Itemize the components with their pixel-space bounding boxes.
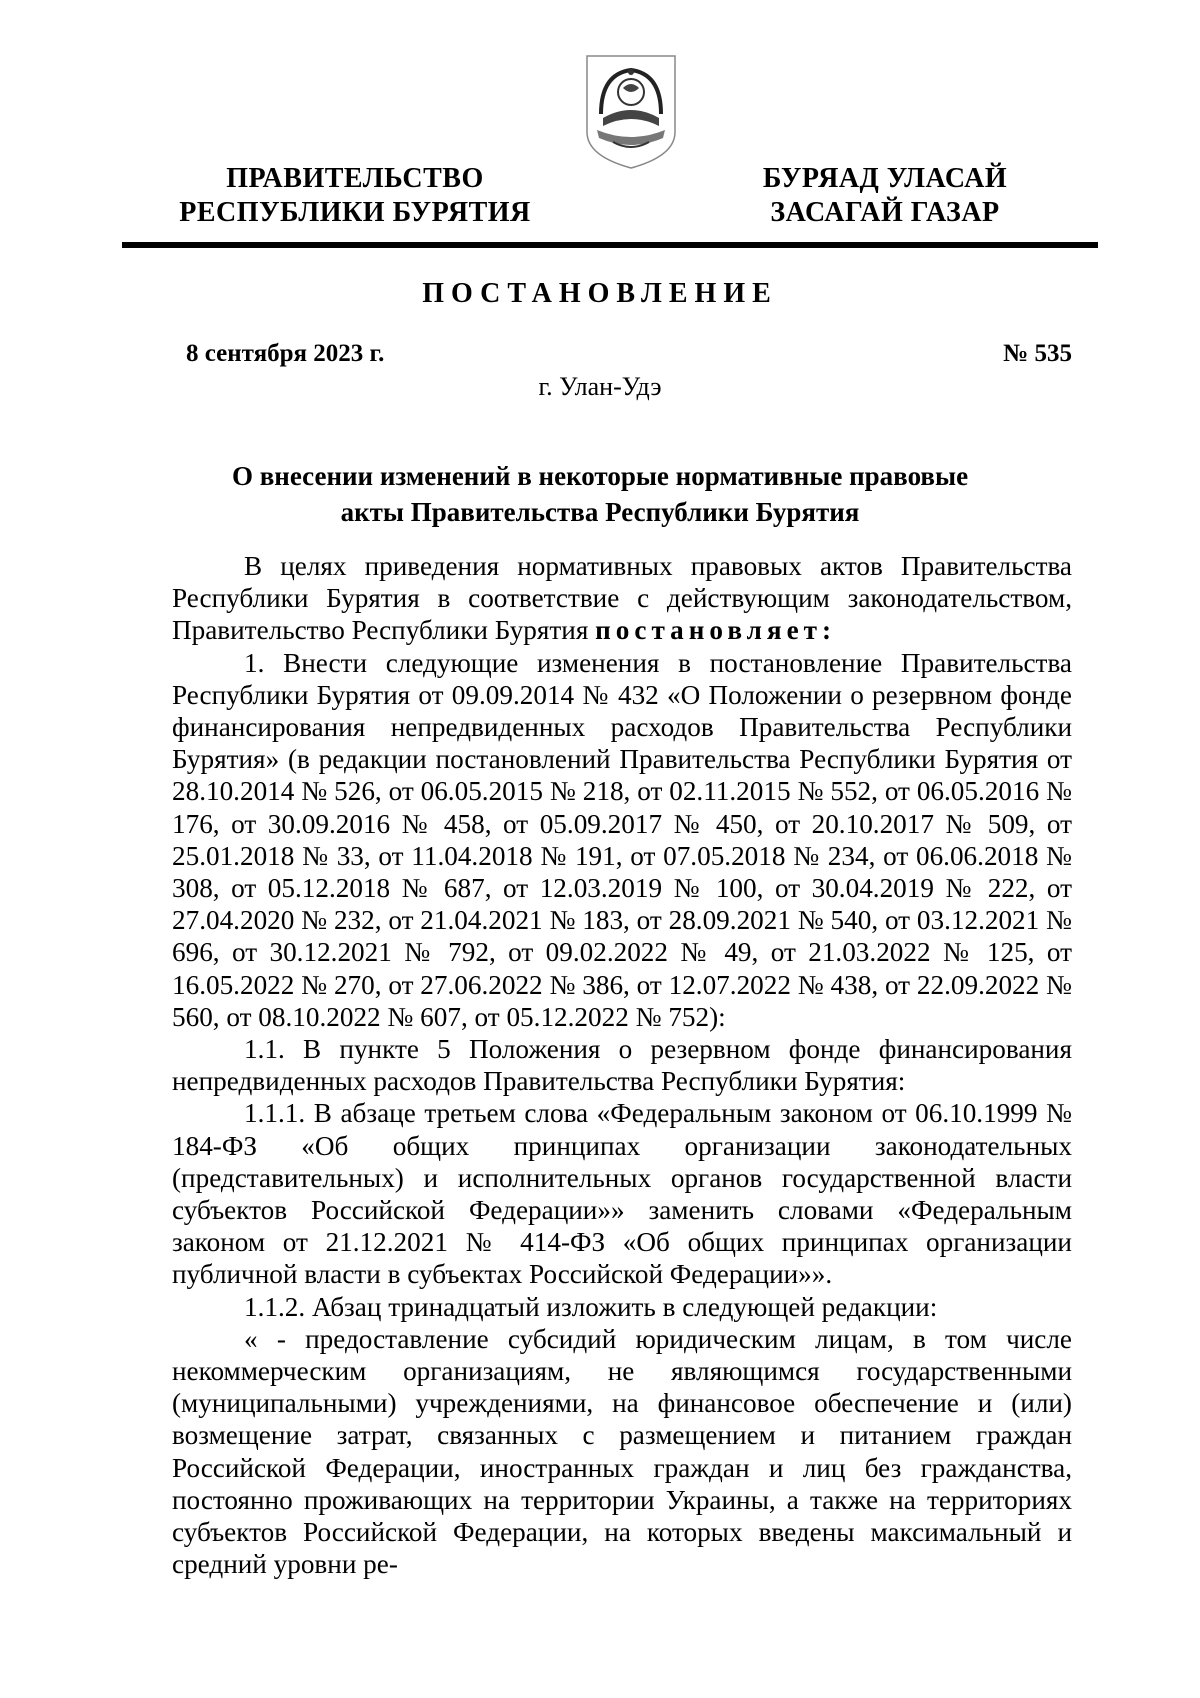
title-line2: акты Правительства Республики Бурятия xyxy=(340,497,860,527)
coat-of-arms-emblem xyxy=(583,52,679,170)
paragraph-1-1-2: 1.1.2. Абзац тринадцатый изложить в следующей редакции: xyxy=(244,1291,938,1322)
paragraph-1: 1. Внести следующие изменения в постановление Правительства Республики Бурятия от 09.09.2014 № 432 «О Положении о резервном фонде финансирования непредвиденных расходов Правительства Республики Бурятия» (в редакции постановлений Правительства Республики Бурятия от 28.10.2014 № 526, от 06.05.2015 № 218, от 02.11.2015 № 552, от 06.05.2016 № 176, от 30.09.2016 № 458, от 05.09.2017 № 450, от 20.10.2017 № 509, от 25.01.2018 № 33, от 11.04.2018 № 191, от 07.05.2018 № 234, от 06.06.2018 № 308, от 05.12.2018 № 687, от 12.03.2019 № 100, от 30.04.2019 № 222, от 27.04.2020 № 232, от 21.04.2021 № 183, от 28.09.2021 № 540, от 03.12.2021 № 696, от 30.12.2021 № 792, от 09.02.2022 № 49, от 21.03.2022 № 125, от 16.05.2022 № 270, от 27.06.2022 № 386, от 12.07.2022 № 438, от 22.09.2022 № 560, от 08.10.2022 № 607, от 05.12.2022 № 752): xyxy=(172,647,1072,1032)
paragraph-1-1: 1.1. В пункте 5 Положения о резервном фонде финансирования непредвиденных расходов Правительства Республики Бурятия: xyxy=(172,1034,1072,1097)
quoted-paragraph: « - предоставление субсидий юридическим лицам, в том числе некоммерческим организациям, не являющимся государственными (муниципальными) учреждениями, на финансовое обеспечение и (или) возмещение затрат, связанных с размещением и питанием граждан Российской Федерации, иностранных граждан и лиц без гражданства, постоянно проживающих на территории Украины, а также на территориях субъектов Российской Федерации, на которых введены максимальный и средний уровни ре- xyxy=(172,1323,1072,1580)
government-name-russian xyxy=(160,162,550,230)
document-title xyxy=(160,458,1040,530)
header-left-line2: РЕСПУБЛИКИ БУРЯТИЯ xyxy=(179,197,531,228)
document-type: ПОСТАНОВЛЕНИЕ xyxy=(422,278,778,309)
intro-text: В целях приведения нормативных правовых актов Правительства Республики Бурятия в соответствие с действующим законодательством, Правительство Республики Бурятия xyxy=(172,551,1072,646)
title-line1: О внесении изменений в некоторые нормативные правовые xyxy=(231,461,969,491)
intro-paragraph xyxy=(172,550,1072,647)
header-right-line2: ЗАСАГАЙ ГАЗАР xyxy=(770,197,1000,228)
document-city: г. Улан-Удэ xyxy=(538,372,662,401)
decree-word: постановляет: xyxy=(595,615,837,646)
header-divider xyxy=(122,242,1098,248)
header-left-line1: ПРАВИТЕЛЬСТВО xyxy=(226,163,484,194)
paragraph-1-1-1: 1.1.1. В абзаце третьем слова «Федеральным законом от 06.10.1999 № 184-ФЗ «Об общих принципах организации законодательных (представительных) и исполнительных органов государственной власти субъектов Российской Федерации»» заменить словами «Федеральным законом от 21.12.2021 № 414-ФЗ «Об общих принципах организации публичной власти в субъектах Российской Федерации»». xyxy=(172,1098,1072,1290)
document-number: № 535 xyxy=(1003,340,1072,367)
document-body xyxy=(172,550,1072,1581)
document-date: 8 сентября 2023 г. xyxy=(186,340,385,367)
header-right-line1: БУРЯАД УЛАСАЙ xyxy=(762,163,1008,194)
government-name-buryat xyxy=(740,162,1030,230)
